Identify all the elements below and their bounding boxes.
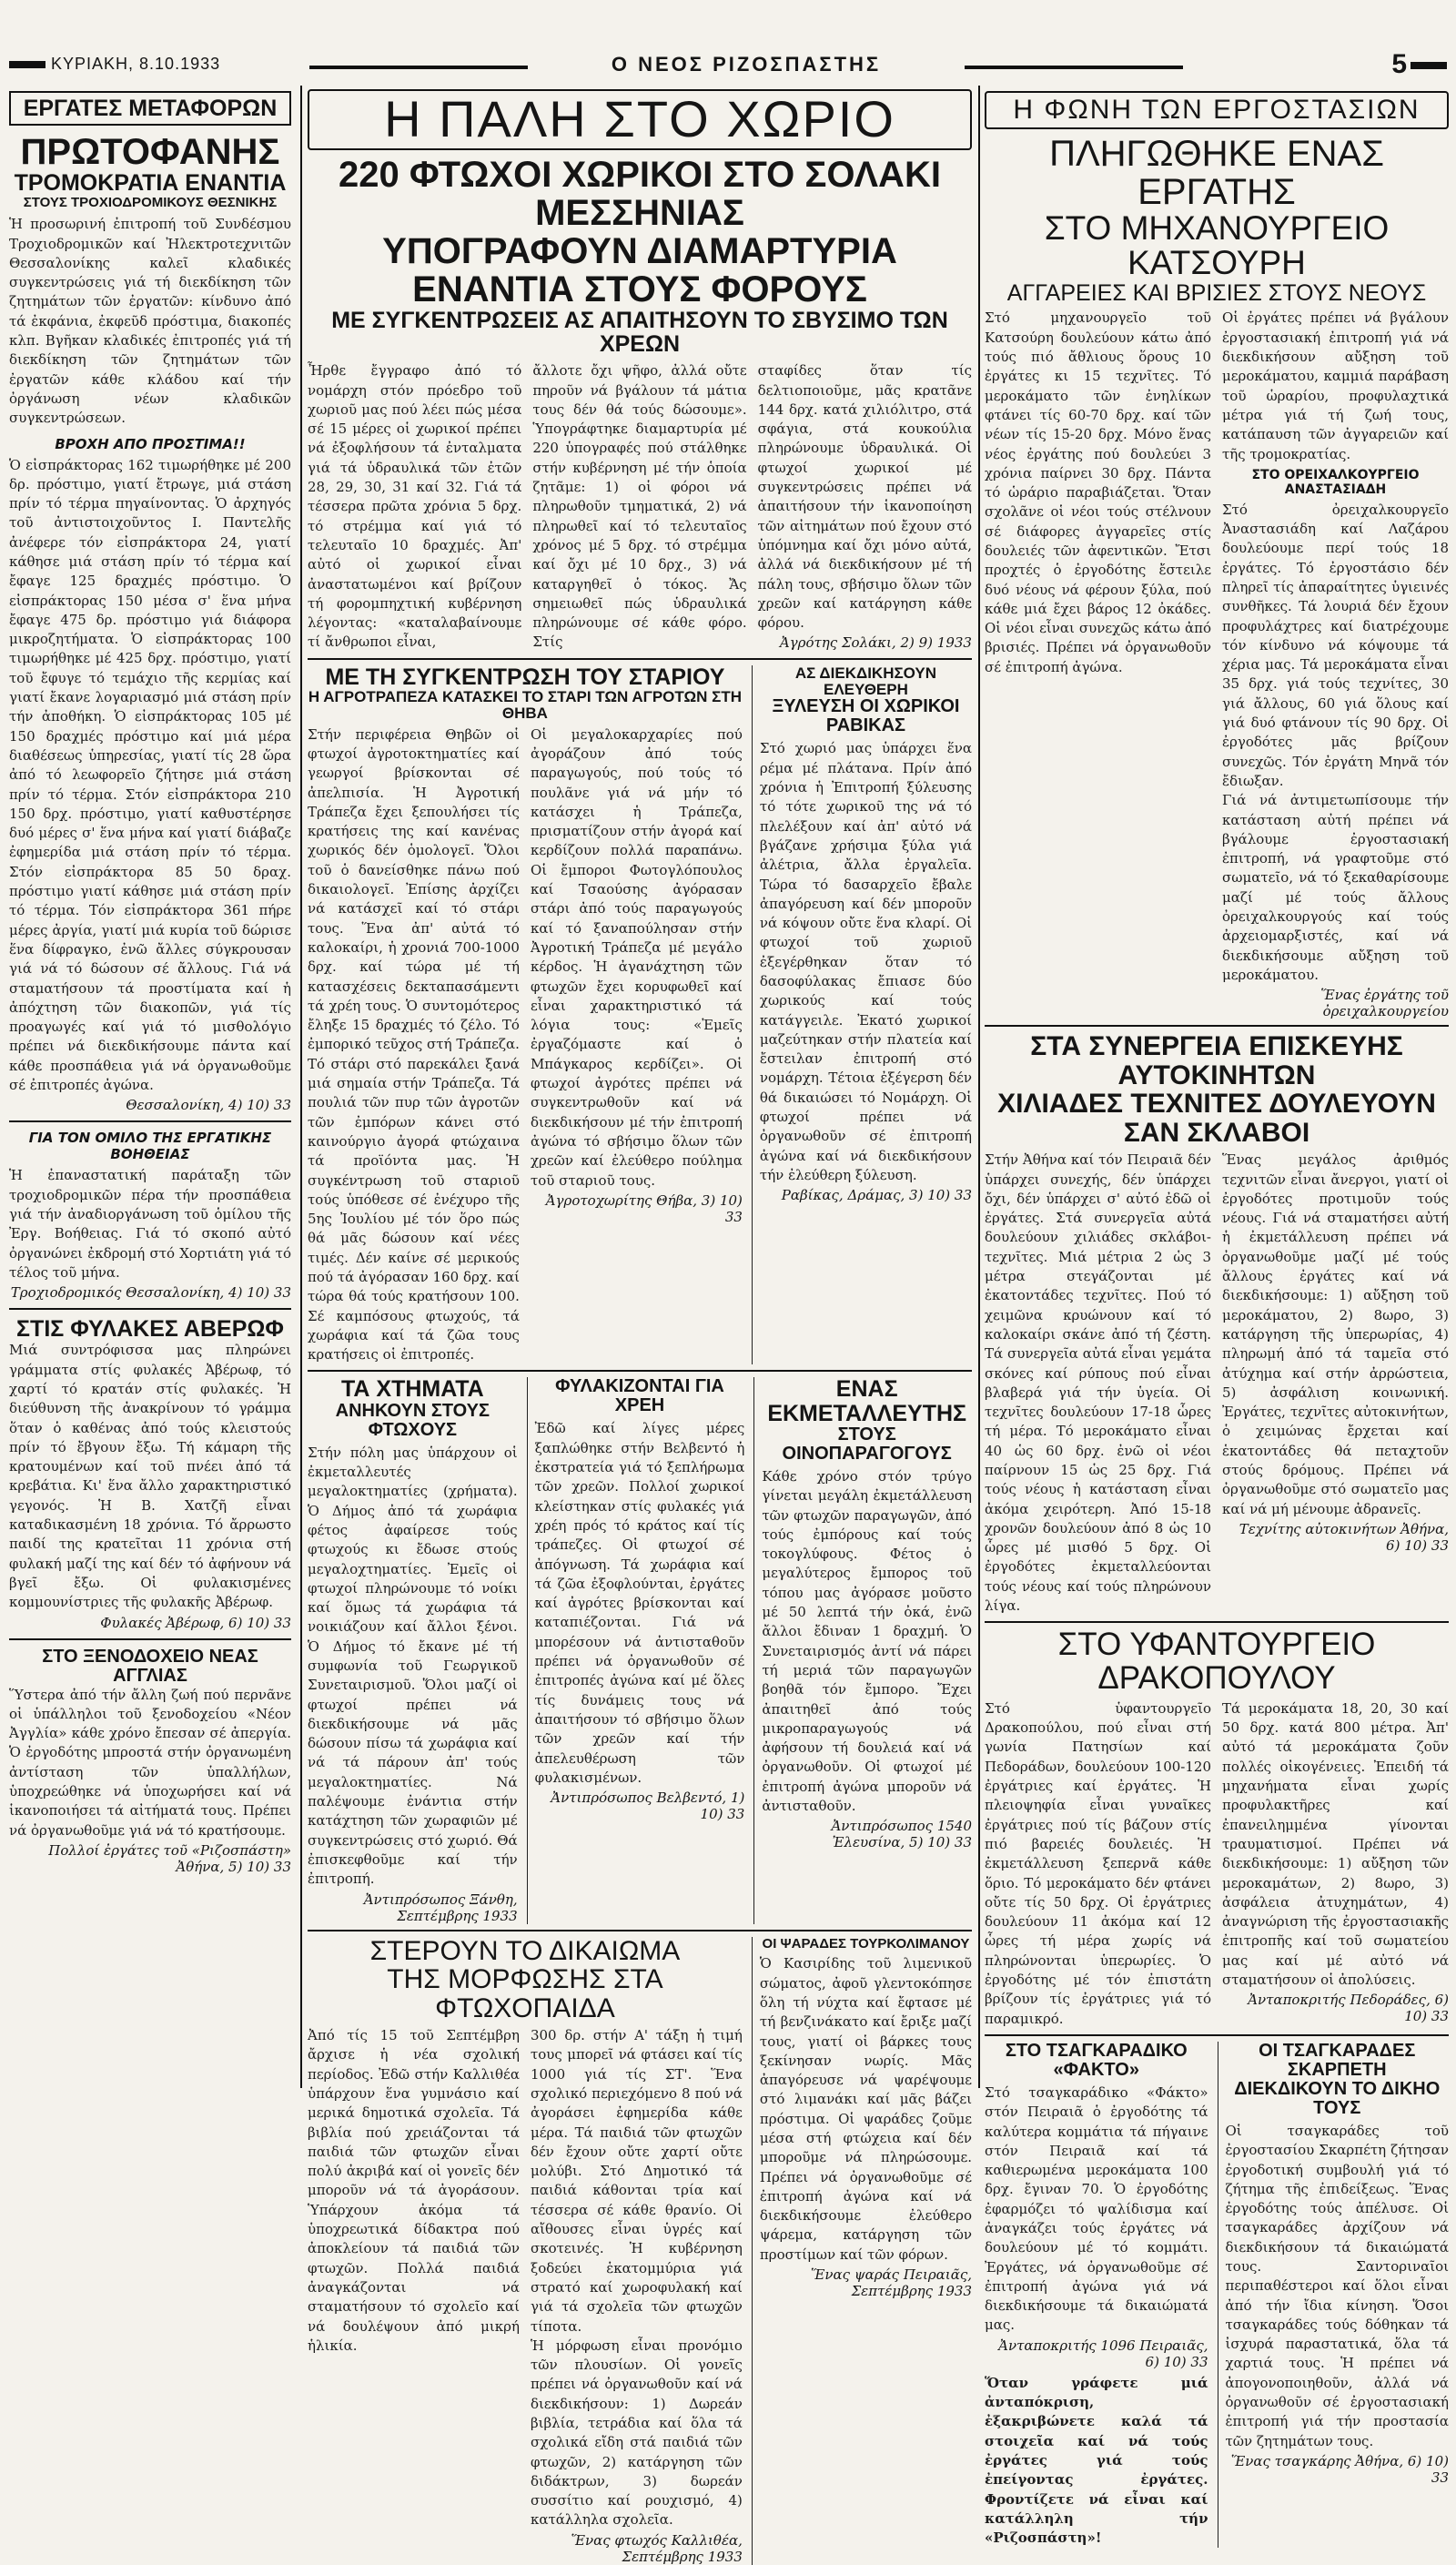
article-rabikas: ΑΣ ΔΙΕΚΔΙΚΗΣΟΥΝ ΕΛΕΥΘΕΡΗ ΞΥΛΕΥΣΗ ΟΙ ΧΩΡΙΚΟΙ ΡΑΒΙΚΑΣ Στό χωριό μας ὑπάρχει ἕνα ρέμα μέ πλάτανα. Πρίν ἀπό χρόνια ἡ Ἐπιτροπή ξύλευσης τό τότε χωρικοῦ της νά τό πλελέξουν καί ἀπ' αὐτό νά βγάζανε χρήσιμα ξύλα γιά ἀλέτρια, ἄλλα ἐργαλεῖα. Τώρα τό δασαρχεῖο ἔβαλε ἀπαγόρευση καί δέν μποροῦν νά κόψουν οὔτε ἕνα κλαρί. Οἱ φτωχοί τοῦ χωριοῦ ἐξεγέρθηκαν ὅταν τό δασοφύλακας ἔπιασε δύο χωρικούς καί τούς κατάγγειλε. Ἐκατό χωρικοί μαζεύτηκαν στήν πλατεία καί ἔστειλαν ἐπιτροπή στό νομάρχη. Τέτοια ἐξέγερση δέν θά δικαιώσει τό Νομάρχη. Οἱ φτωχοί πρέπει νά ὀργανωθοῦν σέ ἐπιτροπή ἀγώνα καί νά διεκδικήσουν τήν ἐλεύθερη ξύλευση. Ραβίκας, Δράμας, 3) 10) 33	[752, 665, 972, 1365]
article-fakto: ΣΤΟ ΤΣΑΓΚΑΡΑΔΙΚΟ «ΦΑΚΤΟ» Στό τσαγκαράδικο «Φάκτο» στόν Πειραιᾶ ὁ ἐργοδότης τά καλύτερα κομμάτια τά πήγαινε στόν Πειραιᾶ καί τά καθιερωμένα μεροκάματα 100 δρχ. ἔγιναν 70. Ὁ ἐργοδότης ἐφαρμόζει τό ψαλίδισμα καί ἀναγκάζει τούς ἐργάτες νά δουλεύουν μέ τό κομμάτι. Ἐργάτες, νά ὀργανωθοῦμε σέ ἐπιτροπή ἀγώνα γιά νά διεκδικήσουμε τά δικαιώματά μας. Ἀνταποκριτής 1096 Πειραιᾶς, 6) 10) 33 Ὅταν γράφετε μιά ἀνταπόκριση, ἐξακριβώνετε καλά τά στοιχεῖα καί νά τούς ἐργάτες γιά τούς ἐπείγοντας ἐργάτες. Φροντίζετε νά εἶναι καί κατάλληλη τήν «Ριζοσπάστη»!	[985, 2042, 1208, 2549]
masthead	[0, 49, 1456, 86]
article-solaki: 220 ΦΤΩΧΟΙ ΧΩΡΙΚΟΙ ΣΤΟ ΣΟΛΑΚΙ ΜΕΣΣΗΝΙΑΣ ΥΠΟΓΡΑΦΟΥΝ ΔΙΑΜΑΡΤΥΡΙΑ ΕΝΑΝΤΙΑ ΣΤΟΥΣ ΦΟΡΟΥΣ ΜΕ ΣΥΓΚΕΝΤΡΩΣΕΙΣ ΑΣ ΑΠΑΙΤΗΣΟΥΝ ΤΟ ΣΒΥΣΙΜΟ ΤΩΝ ΧΡΕΩΝ Ἦρθε ἔγγραφο ἀπό τό νομάρχη στόν πρόεδρο τοῦ χωριοῦ μας πού λέει πώς μέσα σέ 15 μέρες οἱ χωρικοί πρέπει νά ἐξοφλήσουν τά ἐνταλματα γιά τά ὑδραυλικά τῶν ἐτῶν 28, 29, 30, 31 καί 32. Γιά τά τέσσερα πρῶτα χρόνια 5 δρχ. τό στρέμμα καί γιά τό τελευταῖο 10 δραχμές. Ἀπ' αὐτό οἱ χωρικοί εἶναι ἀναστατωμένοι καί βρίζουν τή φορομπηχτική κυβέρνηση λέγοντας: «καταλαβαίνουμε τί ἄνθρωποι εἶναι, ἄλλοτε ὄχι ψῆφο, ἀλλά οὔτε πηροῦν νά βγάλουν τά μάτια τους δέν θά τούς δώσουμε». Ὑπογράφτηκε διαμαρτυρία μέ 220 ὑπογραφές πού στάλθηκε στήν κυβέρνηση μέ τήν ὁποία ζητᾶμε: 1) οἱ φόροι νά πληρωθοῦν τμηματικά, 2) νά πληρωθεῖ καί τό τελευταῖος χρόνος μέ 5 δρχ. τό στρέμμα καί ὄχι μέ 10 δρχ., 3) νά καταργηθεῖ ὁ τόκος. Ἄς σημειωθεῖ πώς ὑδραυλικά πληρώνουμε σέ κάθε φόρο. Στίς σταφίδες ὅταν τίς δελτιοποιοῦμε, μᾶς κρατᾶνε 144 δρχ. κατά χιλιόλιτρο, στά σφάγια, στά κουκούλια πληρώνουμε ὑδραυλικά. Οἱ φτωχοί χωρικοί μέ συγκεντρώσεις πρέπει νά ἀπαιτήσουν τήν ἱκανοποίηση τῶν αἰτημάτων πού ἔχουν στό ὑπόμνημα καί ὄχι μόνο αὐτά, ἀλλά νά διεκδικήσουν μέ τή πάλη τους, σβήσιμο ὅλων τῶν χρεῶν καί κατάργηση κάθε φόρου. Ἀγρότης Σολάκι, 2) 9) 1933	[308, 154, 972, 652]
article-morfosi: ΣΤΕΡΟΥΝ ΤΟ ΔΙΚΑΙΩΜΑ ΤΗΣ ΜΟΡΦΩΣΗΣ ΣΤΑ ΦΤΩΧΟΠΑΙΔΑ Ἀπό τίς 15 τοῦ Σεπτέμβρη ἄρχισε ἡ νέα σχολική περίοδος. Ἐδῶ στήν Καλλιθέα ὑπάρχουν ἕνα γυμνάσιο καί μερικά δημοτικά σχολεῖα. Τά βιβλία πού χρειάζονται τά παιδιά τῶν φτωχῶν εἶναι πολύ ἀκριβά καί οἱ γονεῖς δέν μποροῦν νά τά ἀγοράσουν. Ὑπάρχουν ἀκόμα τά ὑποχρεωτικά δίδακτρα πού ἀποκλείουν τά παιδιά τῶν φτωχῶν. Πολλά παιδιά ἀναγκάζονται νά σταματήσουν τό σχολεῖο καί νά δουλέψουν ἀπό μικρή ἡλικία. 300 δρ. στήν Α' τάξη ἡ τιμή τους μπορεῖ νά φτάσει καί τίς 1000 γιά τίς ΣΤ'. Ἕνα σχολικό περιεχόμενο 8 πού νά ἀγοράσει ἐφημερίδα κάθε μέρα. Τά παιδιά τῶν φτωχῶν δέν ἔχουν οὔτε χαρτί οὔτε μολύβι. Στό Δημοτικό τά παιδιά κάθονται τρία καί τέσσερα σέ κάθε θρανίο. Οἱ αἴθουσες εἶναι ὑγρές καί σκοτεινές. Ἡ κυβέρνηση ξοδεύει ἑκατομμύρια γιά στρατό καί χωροφυλακή καί γιά τά σχολεῖα τῶν φτωχῶν τίποτα. Ἡ μόρφωση εἶναι προνόμιο τῶν πλουσίων. Οἱ γονεῖς πρέπει νά ὀργανωθοῦν καί νά διεκδικήσουν: 1) Δωρεάν βιβλία, τετράδια καί ὅλα τά σχολικά εἴδη στά παιδιά τῶν φτωχῶν, 2) κατάργηση τῶν διδάκτρων, 3) δωρεάν συσσίτιο καί ρουχισμό, 4) κατάλληλα σχολεῖα. Ἕνας φτωχός Καλλιθέα, Σεπτέμβρης 1933	[308, 1935, 743, 2565]
article-skarpeti: ΟΙ ΤΣΑΓΚΑΡΑΔΕΣ ΣΚΑΡΠΕΤΗ ΔΙΕΚΔΙΚΟΥΝ ΤΟ ΔΙΚΗΟ ΤΟΥΣ Οἱ τσαγκαράδες τοῦ ἐργοστασίου Σκαρπέτη ζήτησαν ἐργοδοτική συμβουλή γιά τό ζήτημα τῆς ἐπιδείξεως. Ἕνας ἐργοδότης τούς ἀπέλυσε. Οἱ τσαγκαράδες ἀρχίζουν νά διεκδικήσουν τά δικαιώματά τους. Σαντοριναῖοι περιπαθέστεροι καί ὅλοι εἶναι ἀπό τήν ἴδια κίνηση. Ὅσοι τσαγκαράδες τούς δόθηκαν τά ἰσχυρά παραστατικά, ὅλα τά χαρτιά τους. Ἡ πρέπει νά ἀπογονοποιηθοῦν, ἀλλά νά ὀργανωθοῦν σέ ἐργοστασιακή ἐπιτροπή γιά τήν προστασία τῶν ζητημάτων τους. Ἕνας τσαγκάρης Ἀθήνα, 6) 10) 33	[1218, 2042, 1450, 2549]
article-katsouri: ΠΛΗΓΩΘΗΚΕ ΕΝΑΣ ΕΡΓΑΤΗΣ ΣΤΟ ΜΗΧΑΝΟΥΡΓΕΙΟ ΚΑΤΣΟΥΡΗ ΑΓΓΑΡΕΙΕΣ ΚΑΙ ΒΡΙΣΙΕΣ ΣΤΟΥΣ ΝΕΟΥΣ Στό μηχανουργεῖο τοῦ Κατσούρη δουλεύουν κάτω ἀπό τούς πιό ἄθλιους ὅρους 10 ἐργάτες κι 15 τεχνῖτες. Τό μεροκάματο τῶν ἐνηλίκων φτάνει τίς 60-70 δρχ. καί τῶν νέων τίς 15-20 δρχ. Μόνο ἕνας νέος ἐργάτης πού δουλεύει 3 χρόνια παίρνει 30 δρχ. Πάντα τό ὡράριο παραβιάζεται. Ὅταν σχολᾶνε οἱ νέοι τούς στέλνουν σέ διάφορες ἀγγαρεῖες στίς δουλειές τῶν ἀφεντικῶν. Ἔτσι προχτές ὁ ἐργοδότης ἔστειλε δυό νέους νά φέρουν ξύλα, πού κάθε μιά ἔχει βάρος 12 ὀκάδες. Οἱ νέοι εἶναι συνεχῶς κάτω ἀπό βρισιές. Πρέπει νά ὀργανωθοῦν σέ ἐπιτροπή ἀγώνα. Οἱ ἐργάτες πρέπει νά βγάλουν ἐργοστασιακή ἐπιτροπή γιά νά διεκδικήσουν αὔξηση τοῦ μεροκάματου, καμμιά παράβαση τοῦ ὡραρίου, προφυλαχτικά μέτρα γιά τή ζωή τους, κατάπαυση τῶν ἀγγαρειῶν καί τῆς τρομοκρατίας. ΣΤΟ ΟΡΕΙΧΑΛΚΟΥΡΓΕΙΟ ΑΝΑΣΤΑΣΙΑΔΗ Στό ὀρειχαλκουργεῖο Ἀναστασιάδη καί Λαζάρου δουλεύουμε περί τούς 18 ἐργάτες. Τό ἐργοστάσιο δέν πληρεῖ τίς ἀπαραίτητες ὑγιεινές συνθῆκες. Τά λουριά δέν ἔχουν προφυλάχτρες καί διατρέχουμε τόν κίνδυνο νά κόψουμε τά χέρια μας. Τά μεροκάματα εἶναι 35 δρχ. γιά τούς τεχνίτες, 30 γιά ἄλλους, 60 γιά ὅλους καί γιά δυό φτάνουν τίς 90 δρχ. Οἱ ἐργοδότες μᾶς βρίζουν συνεχῶς. Τόν ἐργάτη Μηνᾶ τόν ἔδιωξαν. Γιά νά ἀντιμετωπίσουμε τήν κατάσταση αὐτή πρέπει νά βγάλουμε ἐργοστασιακή ἐπιτροπή, νά γραφτοῦμε στό σωματεῖο, νά τό ξεκαθαρίσουμε μαζί μέ τούς ἄλλους ὀρειχαλκουργούς καί τούς ἀρχειομαρξιστές, καί νά διεκδικήσουμε αὔξηση τοῦ μεροκάματου. Ἕνας ἐργάτης τοῦ ὀρειχαλκουργείου	[985, 133, 1449, 1020]
article-synergeia: ΣΤΑ ΣΥΝΕΡΓΕΙΑ ΕΠΙΣΚΕΥΗΣ ΑΥΤΟΚΙΝΗΤΩΝ ΧΙΛΙΑΔΕΣ ΤΕΧΝΙΤΕΣ ΔΟΥΛΕΥΟΥΝ ΣΑΝ ΣΚΛΑΒΟΙ Στήν Ἀθήνα καί τόν Πειραιᾶ δέν ὑπάρχει συνεχής, δέν ὑπάρχει ὄχι, δέν ὑπάρχει σ' αὐτό ἐδῶ οἱ ἐργάτες. Στά συνεργεῖα αὐτά δουλεύουν χιλιάδες σκλάβοι-τεχνῖτες. Μιά μέτρια 2 ὡς 3 μέτρα στεγάζονται μέ ἑκατοντάδες τεχνῖτες. Πού τό χειμῶνα κρυώνουν καί τό καλοκαίρι σκάνε ἀπό τή ζέστη. Τά συνεργεῖα αὐτά εἶναι γεμάτα σκόνες καί ρύπους πού εἶναι βλαβερά γιά τήν ὑγεία. Οἱ τεχνῖτες δουλεύουν 17-18 ὧρες τή μέρα. Τό μεροκάματο εἶναι 40 ὡς 60 δρχ. ἐνῶ οἱ νέοι παίρνουν 15 ὡς 25 δρχ. Γιά τούς νέους ἡ κατάσταση εἶναι ἀκόμα χειρότερη. Ἀπό 15-18 χρονῶν δουλεύουν ἀπό 8 ὡς 10 ὧρες μέ μισθό 5 δρχ. Οἱ ἐργοδότες ἐκμεταλλεύονται τούς νέους καί τούς πληρώνουν λίγα. Ἕνας μεγάλος ἀριθμός τεχνιτῶν εἶναι ἄνεργοι, γιατί οἱ ἐργοδότες προτιμοῦν τούς νέους. Γιά νά σταματήσει αὐτή ἡ ἐκμετάλλευση πρέπει νά ὀργανωθοῦμε μαζί μέ τούς ἄλλους ἐργάτες καί νά διεκδικήσουμε: 1) αὔξηση τοῦ μεροκάματου, 2) 8ωρο, 3) κατάργηση τῆς ὑπερωρίας, 4) πληρωμή ἀπό τά ταμεῖα στό ἀτύχημα καί στήν ἀρρώστεια, 5) ἀσφάλιση κοινωνική. Ἐργάτες, τεχνῖτες αὐτοκινήτων, ὁ χειμώνας ἔρχεται καί ἑκατοντάδες θά πεταχτοῦν στούς δρόμους. Πρέπει νά ὀργανωθοῦμε στό σωματεῖο μας καί νά μή μένουμε ἀδρανεῖς. Τεχνίτης αὐτοκινήτων Ἀθήνα, 6) 10) 33	[985, 1031, 1449, 1615]
right-column	[985, 91, 1449, 2547]
article-thiva: ΜΕ ΤΗ ΣΥΓΚΕΝΤΡΩΣΗ ΤΟΥ ΣΤΑΡΙΟΥ Η ΑΓΡΟΤΡΑΠΕΖΑ ΚΑΤΑΣΚΕΙ ΤΟ ΣΤΑΡΙ ΤΩΝ ΑΓΡΟΤΩΝ ΣΤΗ ΘΗΒΑ Στήν περιφέρεια Θηβῶν οἱ φτωχοί ἀγροτοκτηματίες καί γεωργοί βρίσκονται σέ ἀπελπισία. Ἡ Ἀγροτική Τράπεζα ἔχει ξεπουλήσει τίς κρατήσεις της καί κανένας χωρικός δέν ὁμολογεῖ. Ὅλοι τοῦ ὁ δανείσθηκε πάνω πού δικαιολογεῖ. Ἐπίσης ἀρχίζει νά κατάσχεῖ καί τό στάρι τους. Ἕνα ἀπ' αὐτά τό καλοκαίρι, ἡ χρονιά 700-1000 δρχ. καί τώρα μέ τή κατασχέσεις δεκταπασάμεντι τά χρέη τους. Ὁ συντομότερος ἔληξε 15 δραχμές τό ζέλο. Τό ἐμπορικό τεῦχος στή Τράπεζα. Τό στάρι στό παρεκάλει ξανά μιά σημαία στήν Τράπεζα. Τά πουλιά τῶν πυρ τῶν ἀγροτῶν τῶν ἐμπόρων κάνει στό καινούργιο ἀγορά φτώχαινα τά προϊόντα μας. Ἡ συγκέντρωση τοῦ σταριοῦ τούς ὑπόθεσε σέ ἐνέχυρο τῆς 5ης Ἰουλίου μέ τόν ὅρο πώς θά μᾶς δώσουν καί νέες τιμές. Δέν καίνε σέ μερικούς πού τά ἀγόρασαν 160 δρχ. καί τώρα θά τούς κρατήσουν 100. Σέ καμπόσους φτωχούς, τά χωράφια καί τά ζῶα τους κρατήσεις οἱ ἐπιτροπές. Οἱ μεγαλοκαρχαρίες πού ἀγοράζουν ἀπό τούς παραγωγούς, πού τούς τό πουλᾶνε γιά νά μήν τό κατάσχει ἡ Τράπεζα, πρισματίζουν στήν ἀγορά καί κερδίζουν πολλά παραπάνω. Οἱ ἔμποροι Φωτογλόπουλος καί Τσαούσης ἀγόρασαν στάρι ἀπό τούς παραγωγούς καί τό ξαναπούλησαν στήν Ἀγροτική Τράπεζα μέ μεγάλο κέρδος. Ἡ ἀγανάχτηση τῶν φτωχῶν ἔχει κορυφωθεῖ καί εἶναι χαρακτηριστικό τά λόγια τους: «Ἐμεῖς ἐργαζόμαστε καί ὁ Μπάγκαρος κερδίζει». Οἱ φτωχοί ἀγρότες πρέπει νά συγκεντρωθοῦν καί νά διεκδικήσουν μέ τήν ἐπιτροπή ἀγώνα τό σβήσιμο ὅλων τῶν χρεῶν καί ἐλεύθερο πούλημα τοῦ σταριοῦ τους. Ἀγροτοχωρίτης Θήβα, 3) 10) 33	[308, 664, 743, 1364]
section-banner: Η ΦΩΝΗ ΤΩΝ ΕΡΓΟΣΤΑΣΙΩΝ	[985, 91, 1449, 129]
article-ktimata: ΤΑ ΧΤΗΜΑΤΑ ΑΝΗΚΟΥΝ ΣΤΟΥΣ ΦΤΩΧΟΥΣ Στήν πόλη μας ὑπάρχουν οἱ ἐκμεταλλευτές μεγαλοκτηματίες (χρήματα). Ὁ Δήμος ἀπό τά χωράφια φέτος ἀφαίρεσε τούς φτωχούς κι ἔδωσε στούς μεγαλοχτηματίες. Ἐμεῖς οἱ φτωχοί πληρώνουμε τό νοίκι καί ὅμως τά χωράφια τά νοικιάζουν καί ἄλλοι ξένοι. Ὁ Δήμος τό ἔκανε μέ τή συμφωνία τοῦ Γεωργικοῦ Συνεταιρισμοῦ. Ὅλοι μαζί οἱ φτωχοί πρέπει νά διεκδικήσουμε νά μᾶς δώσουν πίσω τά χωράφια καί νά τά πάρουν ἀπ' τούς μεγαλοκτηματίες. Νά παλέψουμε ἐνάντια στήν κατάχτηση τῶν χωραφιῶν μέ συγκεντρώσεις στό χωριό. Θά ἐπισκεφθοῦμε καί τήν ἐπιτροπή. Ἀντιπρόσωπος Ξάνθη, Σεπτέμβρης 1933	[308, 1376, 518, 1924]
left-column: ΕΡΓΑΤΕΣ ΜΕΤΑΦΟΡΩΝ ΠΡΩΤΟΦΑΝΗΣ ΤΡΟΜΟΚΡΑΤΙΑ ΕΝΑΝΤΙΑ ΣΤΟΥΣ ΤΡΟΧΙΟΔΡΟΜΙΚΟΥΣ ΘΕΣΝΙΚΗΣ Ἡ προσωρινή ἐπιτροπή τοῦ Συνδέσμου Τροχιοδρομικῶν καί Ἠλεκτροτεχνιτῶν Θεσσαλονίκης καλεῖ κλαδικές συγκεντρώσεις γιά τή διεκδίκηση τῶν ζητημάτων τῶν ἐργατῶν: κίνδυνο ἀπό τά ἐκφάνια, ἐκφεῦδ πρόστιμα, διακοπές κλπ. Βγῆκαν κλαδικές ἐπιτροπές γιά τή διεκδίκηση τῶν ζητημάτων τῶν ἐργατῶν κάθε κλάδου καί τήν ὀργάνωση νέων κλαδικῶν συγκεντρώσεων. ΒΡΟΧΗ ΑΠΟ ΠΡΟΣΤΙΜΑ!! Ὁ εἰσπράκτορας 162 τιμωρήθηκε μέ 200 δρ. πρόστιμο, γιατί ἔτρωγε, μιά στάση πρίν τό τέρμα πηγαίνοντας. Ὁ ἀρχηγός τοῦ ἀντιστοιχοῦντος Ι. Παντελῆς ἀνέφερε τόν εἰσπράκτορα 24, γιατί κάθησε μιά στάση πρίν τό τέρμα καί ἔφαγε 125 δραχμές πρόστιμο. Ὁ εἰσπράκτορας 150 μέσα σ' ἕνα μήνα ἔφαγε 475 δρ. πρόστιμο γιά διάφορα μικροζητήματα. Ὁ εἰσπράκτορας 100 τιμωρήθηκε μέ 425 δρχ. πρόστιμο, γιατί τοῦ ἔφυγε τό τεμάχιο τῆς κερμίας καί γιατί ἔκανε λογαριασμό μιά στάση πρίν τήν ἀποθήκη. Ὁ εἰσπράκτορας 105 μέ 150 δραχμές πρόστιμο καί μιά μέρα διαθέσεως ὑπηρεσίας, γιατί τίς 28 ὥρα ἀπό τό λεωφορεῖο ζήτησε μιά στάση πρίν τό τέρμα. Στόν εἰσπράκτορα 210 150 δρχ. πρόστιμο, γιατί καθυστέρησε δυό μέρες σ' ἕνα μήνα καί γιατί διάβαζε ἐφημερίδα μιά στάση πρίν τό τέρμα. Στόν εἰσπράκτορα 85 50 δραχ. πρόστιμο γιατί κάθησε μιά στάση πρίν τό τέρμα. Τόν εἰσπράκτορα 361 πήρε μέρες ἀργία, γιατί μιά κυρία τοῦ δώρισε ἕνα δίφραγκο, ἐνῶ ἄλλες σύγκρουσαν γιά νά τό δώσουν σέ ἄλλους. Γιά νά σταματήσουν τά προστίματα καί ἡ ἀπόχτηση τῶν διακοπῶν, γιά τίς προαγωγές καί γιά τό μισθολόγιο πρέπει νά διεκδικήσουμε πάντα καί κάθε προσπάθεια γιά νά ὀργανωθοῦμε σέ ἐπιτροπές ἀγώνα. Θεσσαλονίκη, 4) 10) 33 ΓΙΑ ΤΟΝ ΟΜΙΛΟ ΤΗΣ ΕΡΓΑΤΙΚΗΣ ΒΟΗΘΕΙΑΣ Ἡ ἐπαναστατική παράταξη τῶν τροχιοδρομικῶν πέρα τήν προσπάθεια γιά τήν ἀναδιοργάνωση τοῦ ὁμίλου τῆς Ἐργ. Βοήθειας. Γιά τό σκοπό αὐτό ὀργανώνει ἐκδρομή στό Χορτιάτη γιά τό τέλος τοῦ μήνα. Τροχιοδρομικός Θεσσαλονίκη, 4) 10) 33 ΣΤΙΣ ΦΥΛΑΚΕΣ ΑΒΕΡΩΦ Μιά συντρόφισσα μας πληρώνει γράμματα στίς φυλακές Ἀβέρωφ, τό χαρτί τό κρατάν στίς φυλακές. Ἡ διεύθυνση τῆς ἀνακρίνουν τό γράμμα ὅταν ὁ καθένας ἀπό τούς κλειστούς πρίν τό ἔβγουν ἔξω. Τή κάμαρη τῆς κρατουμένων καί τοῦ πνέει ἀπό τά κρεβάτια. Κι' ἕνα ἄλλο χαρακτηριστικό γεγονός. Ἡ Β. Χατζῆ εἶναι καταδικασμένη 18 χρόνια. Τό ἄρρωστο παιδί της κρατεῖται 11 χρόνια στή φυλακή μαζί της καί δέν τό ἀφήνουν νά βγεῖ ἔξω. Οἱ φυλακισμένες κομμουνίστριες τῆς φυλακῆς Ἀβέρωφ. Φυλακές Ἀβέρωφ, 6) 10) 33 ΣΤΟ ΞΕΝΟΔΟΧΕΙΟ ΝΕΑΣ ΑΓΓΛΙΑΣ Ὕστερα ἀπό τήν ἄλλη ζωή πού περνᾶνε οἱ ὑπάλληλοι τοῦ ξενοδοχείου «Νέον Ἀγγλία» κάθε χρόνο ἔπεσαν σέ ἀπεργία. Ὁ ἐργοδότης μπροστά στήν ὀργανωμένη ἀντίσταση τῶν ὑπαλλήλων, ὑποχρεώθηκε νά ὑποχωρήσει καί νά ἱκανοποιήσει τά αἰτήματά τους. Πρέπει νά ὀργανωθοῦμε γιά νά τό κρατήσουμε. Πολλοί ἐργάτες τοῦ «Ριζοσπάστη» Ἀθήνα, 5) 10) 33	[9, 91, 291, 2084]
center-column	[308, 89, 973, 2565]
article-drakopoulou: ΣΤΟ ΥΦΑΝΤΟΥΡΓΕΙΟ ΔΡΑΚΟΠΟΥΛΟΥ Στό ὑφαντουργεῖο Δρακοπούλου, πού εἶναι στή γωνία Πατησίων καί Πεδοράδων, δουλεύουν 100-120 ἐργάτριες καί ἐργάτες. Ἡ πλειοψηφία εἶναι γυναῖκες ἐργάτριες πού τίς βάζουν στίς πιό βαρειές δουλειές. Ἡ ἐκμετάλλευση ξεπερνᾶ κάθε ὅριο. Τό μεροκάματο δέν φτάνει οὔτε τίς 50 δρχ. Οἱ ἐργάτριες δουλεύουν 11 ἀκόμα καί 12 ὧρες τή μέρα χωρίς νά πληρώνονται ὑπερωρίες. Ὁ ἐργοδότης μέ τόν ἐπιστάτη βρίζουν τίς ἐργάτριες γιά τό παραμικρό. Τά μεροκάματα 18, 20, 30 καί 50 δρχ. κατά 800 μέτρα. Ἀπ' αὐτό τά μεροκάματα ζοῦν πολλές οἰκογένειες. Ἐπειδή τά μηχανήματα εἶναι χωρίς προφυλακτῆρες καί ἐπανειλημμένα γίνονται τραυματισμοί. Πρέπει νά διεκδικήσουμε: 1) αὔξηση τῶν μεροκαμάτων, 2) 8ωρο, 3) ἀσφάλεια ἀτυχημάτων, 4) ἀναγνώριση τῆς ἐργοστασιακῆς ἐπιτροπῆς καί τοῦ σωματείου μας καί μέ αὐτό νά σταματήσουν οἱ ἀπολύσεις. Ἀνταποκριτής Πεδοράδες, 6) 10) 33	[985, 1627, 1449, 2027]
page-number: 5	[1391, 49, 1447, 80]
section-banner: ΕΡΓΑΤΕΣ ΜΕΤΑΦΟΡΩΝ	[9, 91, 291, 126]
masthead-date: ΚΥΡΙΑΚΗ, 8.10.1933	[9, 55, 220, 74]
column-divider	[978, 86, 980, 2088]
article-averof: Μιά συντρόφισσα μας πληρώνει γράμματα στίς φυλακές Ἀβέρωφ, τό χαρτί τό κρατάν στίς φυλακές. Ἡ διεύθυνση τῆς ἀνακρίνουν τό γράμμα ὅταν ὁ καθένας ἀπό τούς κλειστούς πρίν τό ἔβγουν ἔξω. Τή κάμαρη τῆς κρατουμένων καί τοῦ πνέει ἀπό τά κρεβάτια. Κι' ἕνα ἄλλο χαρακτηριστικό γεγονός. Ἡ Β. Χατζῆ εἶναι καταδικασμένη 18 χρόνια. Τό ἄρρωστο παιδί της κρατεῖται 11 χρόνια στή φυλακή μαζί της καί δέν τό ἀφήνουν νά βγεῖ ἔξω. Οἱ φυλακισμένες κομμουνίστριες τῆς φυλακῆς Ἀβέρωφ.	[9, 1342, 291, 1611]
article-chrei: ΦΥΛΑΚΙΖΟΝΤΑΙ ΓΙΑ ΧΡΕΗ Ἐδῶ καί λίγες μέρες ξαπλώθηκε στήν Βελβεντό ἡ ἐκστρατεία γιά τό ξεπλήρωμα τῶν χρεῶν. Πολλοί χωρικοί κλείστηκαν στίς φυλακές γιά χρέη πρός τό κράτος καί τίς τράπεζες. Οἱ φτωχοί σέ ἀπόγνωση. Τά χωράφια καί τά ζῶα ἐξοφλούνται, ἐργάτες καί ἀγρότες βρίσκονται καί καταπιέζονται. Γιά νά μπορέσουν νά ἀντισταθοῦν πρέπει νά ὀργανωθοῦν σέ ἐπιτροπές ἀγώνα καί μέ ὅλες τίς δυνάμεις τους νά ἀπαιτήσουν τό σβήσιμο ὅλων τῶν χρεῶν καί τήν ἀπελευθέρωση τῶν φυλακισμένων. Ἀντιπρόσωπος Βελβεντό, 1) 10) 33	[527, 1377, 745, 1923]
paper-name: Ο ΝΕΟΣ ΡΙΖΟΣΠΑΣΤΗΣ	[309, 53, 1183, 76]
column-divider	[300, 86, 302, 2088]
article-oinoparagogoi: ΕΝΑΣ ΕΚΜΕΤΑΛΛΕΥΤΗΣ ΣΤΟΥΣ ΟΙΝΟΠΑΡΑΓΟΓΟΥΣ Κάθε χρόνο στόν τρύγο γίνεται μεγάλη ἐκμετάλλευση τῶν φτωχῶν παραγωγῶν, ἀπό τούς ἐμπόρους καί τούς τοκογλύφους. Φέτος ὁ μεγαλύτερος ἔμπορος τοῦ τόπου μας ἀγόρασε μοῦστο μέ 50 λεπτά τήν ὀκά, ἐνῶ ἄλλοι ἔδιναν 1 δραχμή. Ὁ Συνεταιρισμός ἀντί νά πάρει τή μεριά τῶν παραγωγῶν βοηθᾶ τόν ἔμπορο. Ἔχει ἀπαιτηθεῖ ἀπό τούς μικροπαραγωγούς νά ἀφήσουν τή δουλειά καί νά ὀργανωθοῦν. Οἱ φτωχοί μέ ἐπιτροπή ἀγώνα μποροῦν νά ἀντισταθοῦν. Ἀντιπρόσωπος 1540 Ἐλευσίνα, 5) 10) 33	[753, 1377, 972, 1923]
article-prostima: Ὁ εἰσπράκτορας 162 τιμωρήθηκε μέ 200 δρ. πρόστιμο, γιατί ἔτρωγε, μιά στάση πρίν τό τέρμα πηγαίνοντας. Ὁ ἀρχηγός τοῦ ἀντιστοιχοῦντος Ι. Παντελῆς ἀνέφερε τόν εἰσπράκτορα 24, γιατί κάθησε μιά στάση πρίν τό τέρμα καί ἔφαγε 125 δραχμές πρόστιμο. Ὁ εἰσπράκτορας 150 μέσα σ' ἕνα μήνα ἔφαγε 475 δρ. πρόστιμο γιά διάφορα μικροζητήματα. Ὁ εἰσπράκτορας 100 τιμωρήθηκε μέ 425 δρχ. πρόστιμο, γιατί τοῦ ἔφυγε τό τεμάχιο τῆς κερμίας καί γιατί ἔκανε λογαριασμό μιά στάση πρίν τήν ἀποθήκη. Ὁ εἰσπράκτορας 105 μέ 150 δραχμές πρόστιμο καί μιά μέρα διαθέσεως ὑπηρεσίας, γιατί τίς 28 ὥρα ἀπό τό λεωφορεῖο ζήτησε μιά στάση πρίν τό τέρμα. Στόν εἰσπράκτορα 210 150 δρχ. πρόστιμο, γιατί καθυστέρησε δυό μέρες σ' ἕνα μήνα καί γιατί διάβαζε ἐφημερίδα μιά στάση πρίν τό τέρμα. Στόν εἰσπράκτορα 85 50 δραχ. πρόστιμο γιατί κάθησε μιά στάση πρίν τό τέρμα. Τόν εἰσπράκτορα 361 πήρε μέρες ἀργία, γιατί μιά κυρία τοῦ δώρισε ἕνα δίφραγκο, ἐνῶ ἄλλες σύγκρουσαν γιά νά τό δώσουν σέ ἄλλους. Γιά νά σταματήσουν τά προστίματα καί ἡ ἀπόχτηση τῶν διακοπῶν, γιά τίς προαγωγές καί γιά τό μισθολόγιο πρέπει νά διεκδικήσουμε πάντα καί κάθε προσπάθεια γιά νά ὀργανωθοῦμε σέ ἐπιτροπές ἀγώνα.	[9, 456, 291, 1094]
section-banner: Η ΠΑΛΗ ΣΤΟ ΧΩΡΙΟ	[308, 89, 972, 150]
article-psarades: ΟΙ ΨΑΡΑΔΕΣ ΤΟΥΡΚΟΛΙΜΑΝΟΥ Ὁ Κασιρίδης τοῦ λιμενικοῦ σώματος, ἀφοῦ γλεντοκόπησε ὅλη τή νύχτα καί ἔφτασε μέ τή βενζινάκατο καί ἔριξε μαζί τους, γιατί οἱ βάρκες τους ξεκίνησαν νωρίς. Μᾶς ἀπαγόρευσε νά ψαρέψουμε στό λιμανάκι καί μᾶς βάζει πρόστιμα. Οἱ ψαράδες ζοῦμε μέσα στή φτώχεια καί δέν μποροῦμε νά πληρώσουμε. Πρέπει νά ὀργανωθοῦμε σέ ἐπιτροπή ἀγώνα καί νά διεκδικήσουμε ἐλεύθερο ψάρεμα, κατάργηση τῶν προστίμων καί τῶν φόρων. Ἕνας ψαράς Πειραιᾶς, Σεπτέμβρης 1933	[752, 1937, 972, 2565]
editorial-note: Ὅταν γράφετε μιά ἀνταπόκριση, ἐξακριβώνετε καλά τά στοιχεῖα καί νά τούς ἐργάτες γιά τούς ἐπείγοντας ἐργάτες. Φροντίζετε νά εἶναι καί κατάλληλη τήν «Ριζοσπάστη»!	[985, 2374, 1208, 2547]
article-protofanis: ΠΡΩΤΟΦΑΝΗΣ ΤΡΟΜΟΚΡΑΤΙΑ ΕΝΑΝΤΙΑ ΣΤΟΥΣ ΤΡΟΧΙΟΔΡΟΜΙΚΟΥΣ ΘΕΣΝΙΚΗΣ Ἡ προσωρινή ἐπιτροπή τοῦ Συνδέσμου Τροχιοδρομικῶν καί Ἠλεκτροτεχνιτῶν Θεσσαλονίκης καλεῖ κλαδικές συγκεντρώσεις γιά τή διεκδίκηση τῶν ζητημάτων τῶν ἐργατῶν: κίνδυνο ἀπό τά ἐκφάνια, ἐκφεῦδ πρόστιμα, διακοπές κλπ. Βγῆκαν κλαδικές ἐπιτροπές γιά τή διεκδίκηση τῶν ζητημάτων τῶν ἐργατῶν κάθε κλάδου καί τήν ὀργάνωση νέων κλαδικῶν συγκεντρώσεων.	[9, 132, 291, 427]
article-omilos: Ἡ ἐπαναστατική παράταξη τῶν τροχιοδρομικῶν πέρα τήν προσπάθεια γιά τήν ἀναδιοργάνωση τοῦ ὁμίλου τῆς Ἐργ. Βοήθειας. Γιά τό σκοπό αὐτό ὀργανώνει ἐκδρομή στό Χορτιάτη γιά τό τέλος τοῦ μήνα.	[9, 1167, 291, 1281]
article-xenodocheio: Ὕστερα ἀπό τήν ἄλλη ζωή πού περνᾶνε οἱ ὑπάλληλοι τοῦ ξενοδοχείου «Νέον Ἀγγλία» κάθε χρόνο ἔπεσαν σέ ἀπεργία. Ὁ ἐργοδότης μπροστά στήν ὀργανωμένη ἀντίσταση τῶν ὑπαλλήλων, ὑποχρεώθηκε νά ὑποχωρήσει καί νά ἱκανοποιήσει τά αἰτήματά τους. Πρέπει νά ὀργανωθοῦμε γιά νά τό κρατήσουμε.	[9, 1686, 291, 1839]
